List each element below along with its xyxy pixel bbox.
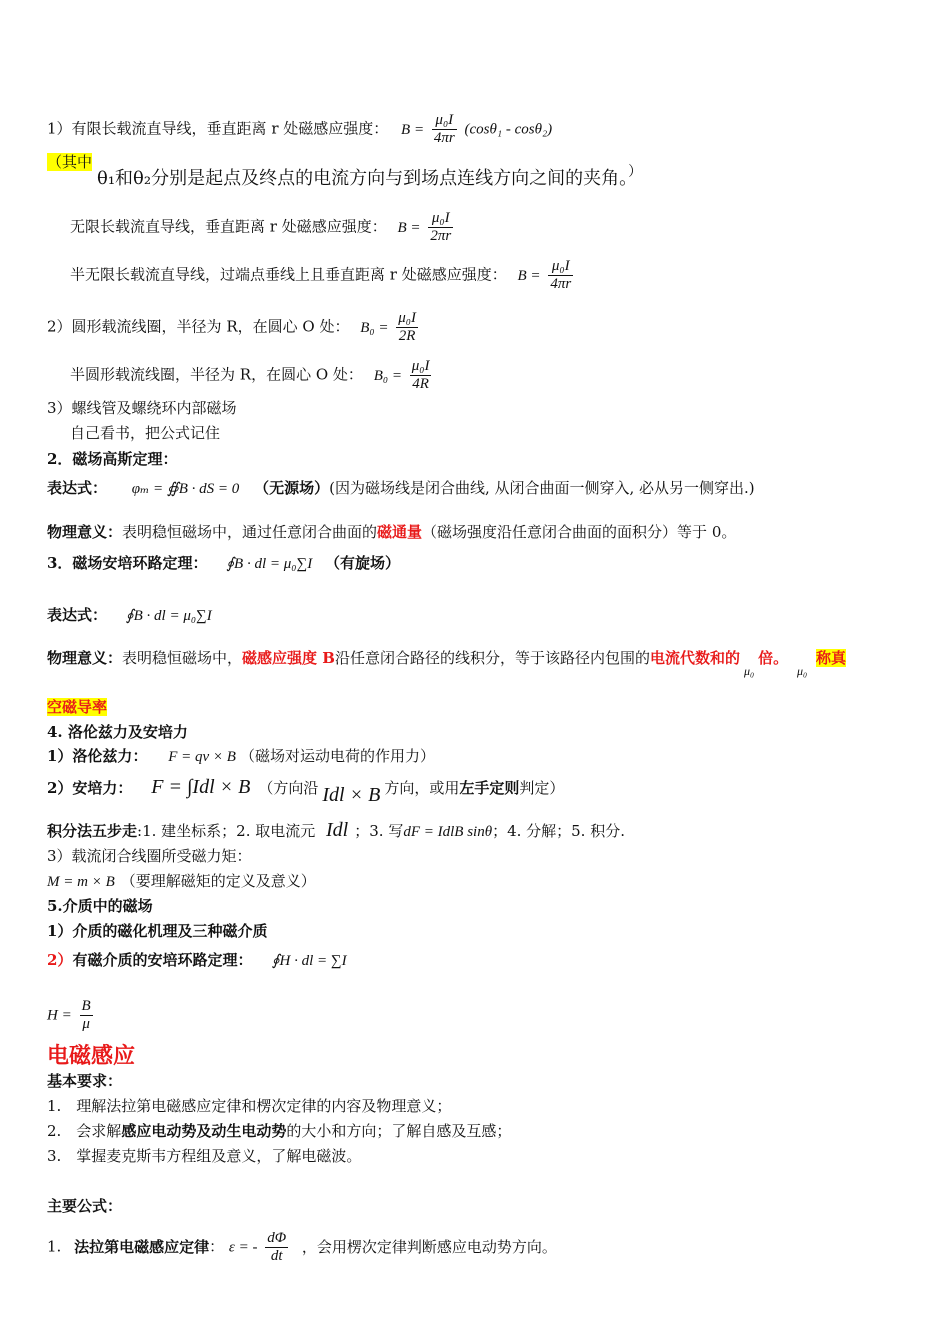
requirement-3: 3. 掌握麦克斯韦方程组及意义，了解电磁波。 bbox=[47, 1147, 362, 1165]
h-field-formula: H = $\frac{B}{\mu}$ bbox=[47, 998, 91, 1032]
angle-note-body: θ₁和θ₂分别是起点及终点的电流方向与到场点连线方向之间的夹角。） bbox=[97, 164, 643, 189]
solenoid-heading: 3）螺线管及螺绕环内部磁场 bbox=[47, 399, 237, 417]
ampere-meaning: 物理意义：表明稳恒磁场中，磁感应强度 B沿任意闭合路径的线积分，等于该路径内包围的电流代数和的$_{\mu_0}$倍。 $_{\mu_0}$ 称真 bbox=[47, 649, 846, 678]
ampere-force-line: 2）安培力： F = ∫Idl × B （方向沿 Idl × B 方向，或用左手定则判定） bbox=[47, 776, 565, 806]
requirement-2: 2. 会求解感应电动势及动生电动势的大小和方向；了解自感及互感； bbox=[47, 1122, 512, 1140]
torque-line: M = m × B （要理解磁矩的定义及意义） bbox=[47, 872, 316, 890]
infinite-wire-fraction: $\frac{\text{μ₀I}}{2\pi r}$ bbox=[430, 210, 452, 244]
angle-note-tag: （其中 bbox=[47, 153, 93, 171]
infinite-wire-line: 无限长载流直导线，垂直距离 r 处磁感应强度： B = $\frac{\text{μ₀I}}{2\pi r}$ bbox=[70, 210, 452, 244]
lorentz-force-line: 1）洛伦兹力： F = qv × B （磁场对运动电荷的作用力） bbox=[47, 747, 435, 765]
torque-heading: 3）载流闭合线圈所受磁力矩： bbox=[47, 847, 252, 865]
gauss-title: 2．磁场高斯定理： bbox=[47, 450, 178, 468]
lorentz-title: 4. 洛伦兹力及安培力 bbox=[47, 723, 188, 741]
semicircular-loop-fraction: $\frac{\text{μ₀I}}{4R}$ bbox=[411, 358, 430, 392]
gauss-meaning: 物理意义：表明稳恒磁场中，通过任意闭合曲面的磁通量（磁场强度沿任意闭合曲面的面积分）等于 0。 bbox=[47, 523, 737, 541]
ampere-formula: ∮B · dl = μ₀∑I bbox=[226, 556, 313, 572]
semi-infinite-wire-line: 半无限长载流直导线，过端点垂线上且垂直距离 r 处磁感应强度： B = $\frac{\text{μ₀I}}{4\pi r}$ bbox=[70, 258, 572, 292]
faraday-law-line: 1. 法拉第电磁感应定律： ε = - $\frac{d\Phi}{dt}$ ，会用楞次定律判断感应电动势方向。 bbox=[47, 1230, 557, 1264]
induction-title: 电磁感应 bbox=[47, 1043, 136, 1069]
finite-wire-cos-term: (cosθ₁ - cosθ₂) bbox=[464, 121, 553, 138]
main-formulas: 主要公式： bbox=[47, 1197, 123, 1215]
vacuum-permeability-note: 空磁导率 bbox=[47, 698, 108, 716]
finite-wire-text: 1）有限长载流直导线，垂直距离 r 处磁感应强度： bbox=[47, 119, 389, 138]
semicircular-loop-line: 半圆形载流线圈，半径为 R，在圆心 O 处： B₀ = $\frac{\text{μ₀I}}{4R}$ bbox=[70, 358, 430, 392]
basic-requirements: 基本要求： bbox=[47, 1072, 123, 1090]
gauss-formula: φₘ = ∯B · dS = 0 bbox=[131, 481, 240, 497]
five-steps-line: 积分法五步走:1. 建坐标系；2. 取电流元 Idl ；3. 写dF = IdlB sinθ；4. 分解；5. 积分. bbox=[47, 819, 625, 841]
medium-magnetization: 1）介质的磁化机理及三种磁介质 bbox=[47, 922, 268, 940]
faraday-fraction: $\frac{d\Phi}{dt}$ bbox=[267, 1230, 287, 1264]
solenoid-note: 自己看书，把公式记住 bbox=[70, 424, 221, 442]
finite-wire-line bbox=[47, 112, 552, 147]
finite-wire-fraction: $\frac{\text{μ₀I}}{4\pi r}$ bbox=[433, 112, 455, 146]
medium-title: 5.介质中的磁场 bbox=[47, 897, 153, 915]
circular-loop-line: 2）圆形载流线圈，半径为 R，在圆心 O 处： B₀ = $\frac{\text{μ₀I}}{2R}$ bbox=[47, 310, 417, 344]
angle-note bbox=[47, 152, 92, 172]
ampere-title-line: 3．磁场安培环路定理： ∮B · dl = μ₀∑I （有旋场） bbox=[47, 554, 400, 572]
finite-wire-lhs: B = bbox=[401, 121, 425, 138]
semi-infinite-wire-fraction: $\frac{\text{μ₀I}}{4\pi r}$ bbox=[550, 258, 572, 292]
requirement-1: 1. 理解法拉第电磁感应定律和楞次定律的内容及物理意义； bbox=[47, 1097, 452, 1115]
gauss-expression-line: 表达式： φₘ = ∯B · dS = 0 （无源场）(因为磁场线是闭合曲线, 从闭合曲面一侧穿入, 必从另一侧穿出.) bbox=[47, 479, 755, 497]
ampere-expression-line: 表达式： ∮B · dl = μ₀∑I bbox=[47, 606, 212, 624]
circular-loop-fraction: $\frac{\text{μ₀I}}{2R}$ bbox=[398, 310, 417, 344]
medium-ampere-line: 2）有磁介质的安培环路定理： ∮H · dl = ∑I bbox=[47, 951, 347, 969]
